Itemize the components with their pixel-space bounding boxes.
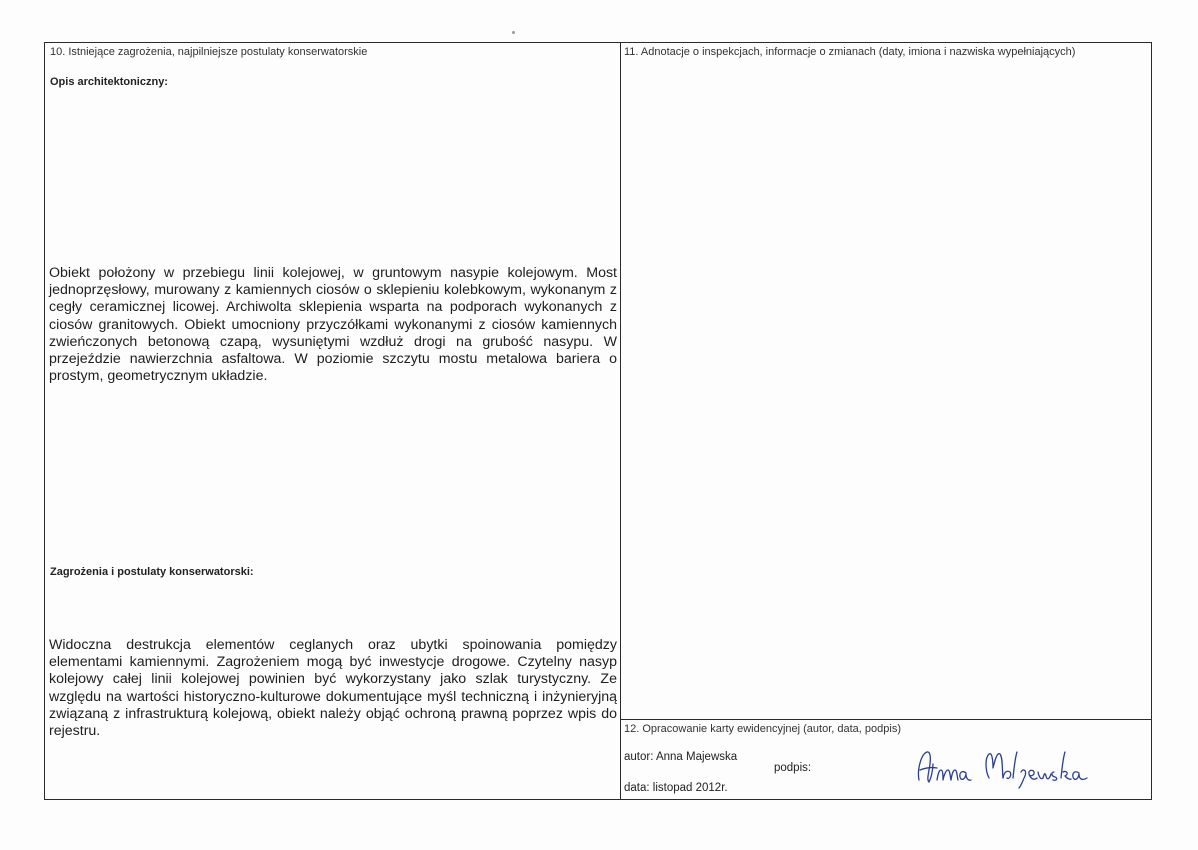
date-line: data: listopad 2012r. <box>624 782 728 794</box>
architectural-description-text: Obiekt położony w przebiegu linii kolejowej, w gruntowym nasypie kolejowym. Most jednoprzęsłowy, murowany z kamiennych ciosów o sklepieniu kolebkowym, wykonanym z cegły ceramicznej licowej. Archiwolta sklepienia wsparta na podporach wykonanych z ciosów granitowych. Obiekt umocniony przyczółkami wykonanymi z ciosów kamiennych zwieńczonych betonową czapą, wysuniętymi wzdłuż drogi na grubość nasypu. W przejeździe nawierzchnia asfaltowa. W poziomie szczytu mostu metalowa bariera o prostym, geometrycznym układzie. <box>49 265 617 385</box>
architectural-description-heading: Opis architektoniczny: <box>50 76 168 88</box>
section-10 <box>45 43 621 799</box>
threats-heading: Zagrożenia i postulaty konserwatorski: <box>50 566 254 578</box>
section-12-header: 12. Opracowanie karty ewidencyjnej (autor, data, podpis) <box>624 723 901 735</box>
threats-text: Widoczna destrukcja elementów ceglanych oraz ubytki spoinowania pomiędzy elementami kamiennymi. Zagrożeniem mogą być inwestycje drogowe. Czytelny nasyp kolejowy całej linii kolejowej powinien być wykorzystany jako szlak turystyczny. Ze względu na wartości historyczno-kulturowe dokumentujące myśl techniczną i inżynieryjną związaną z infrastrukturą kolejową, obiekt należy objąć ochroną prawną poprzez wpis do rejestru. <box>49 637 617 740</box>
signature-label: podpis: <box>774 762 812 774</box>
section-11 <box>621 43 1151 799</box>
handwritten-signature <box>911 740 1091 790</box>
form-table <box>44 42 1152 800</box>
section-11-header: 11. Adnotacje o inspekcjach, informacje o zmianach (daty, imiona i nazwiska wypełniających) <box>624 46 1076 58</box>
scan-speck <box>512 31 515 34</box>
author-line: autor: Anna Majewska <box>624 751 738 763</box>
section-10-header: 10. Istniejące zagrożenia, najpilniejsze postulaty konserwatorskie <box>50 46 368 58</box>
section-12 <box>621 719 1151 799</box>
